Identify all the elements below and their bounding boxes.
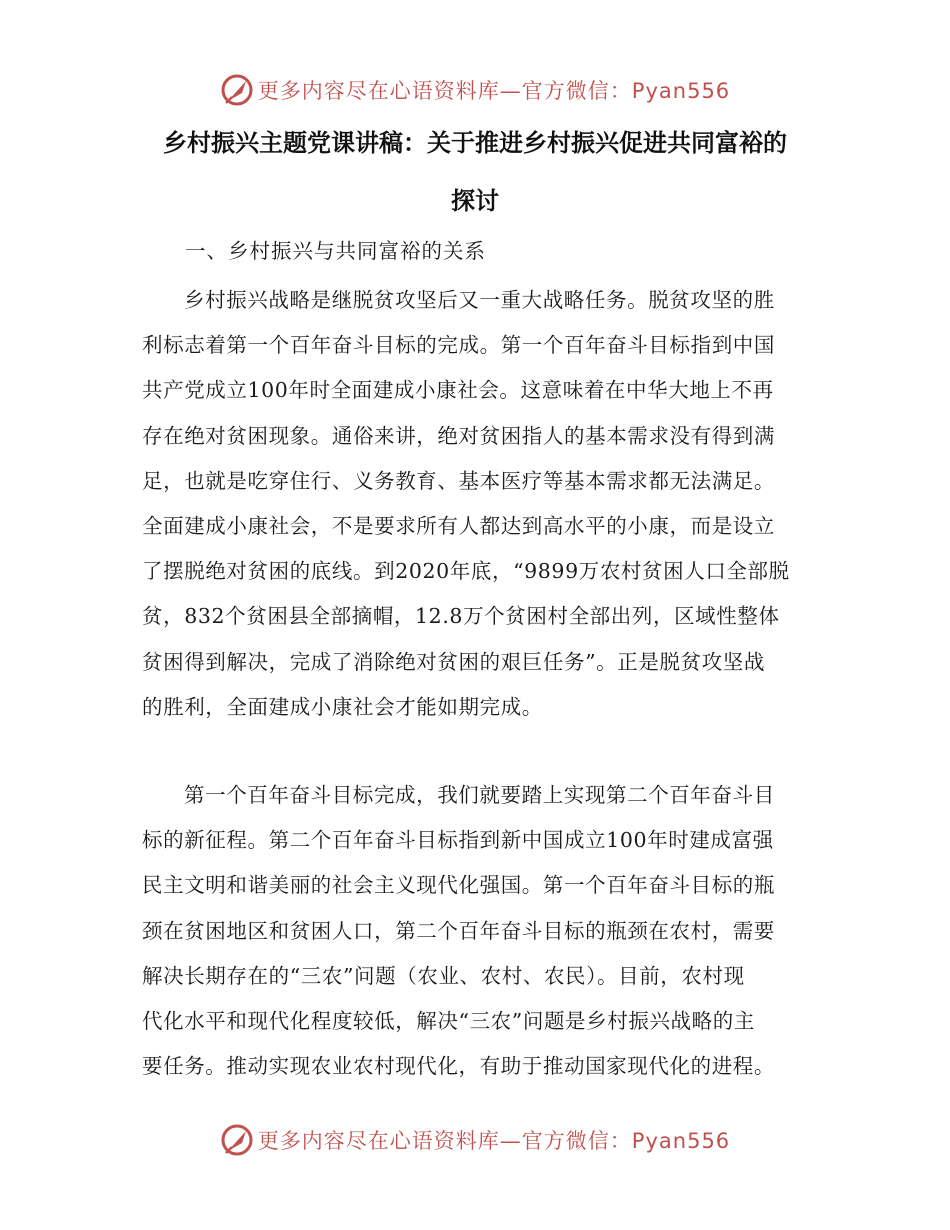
quill-logo-icon [220,73,254,107]
paragraph-line: 共产党成立100年时全面建成小康社会。这意味着在中华大地上不再 [142,378,774,403]
document-title-line-1: 乡村振兴主题党课讲稿：关于推进乡村振兴促进共同富裕的 [163,129,787,157]
quill-logo-icon [220,1123,254,1157]
paragraph-line: 贫困得到解决，完成了消除绝对贫困的艰巨任务”。正是脱贫攻坚战 [142,649,765,674]
footer-banner [0,1120,950,1160]
document-title-line-2: 探讨 [451,187,499,215]
paragraph-line: 标的新征程。第二个百年奋斗目标指到新中国成立100年时建成富强 [142,828,774,853]
paragraph-line: 乡村振兴战略是继脱贫攻坚后又一重大战略任务。脱贫攻坚的胜 [184,288,775,312]
paragraph-line: 足，也就是吃穿住行、义务教育、基本医疗等基本需求都无法满足。 [142,468,775,493]
paragraph-line: 要任务。推动实现农业农村现代化，有助于推动国家现代化的进程。 [142,1054,775,1079]
paragraph-line: 民主文明和谐美丽的社会主义现代化强国。第一个百年奋斗目标的瓶 [142,873,775,898]
paragraph-line: 存在绝对贫困现象。通俗来讲，绝对贫困指人的基本需求没有得到满 [142,423,775,448]
section-heading: 一、乡村振兴与共同富裕的关系 [185,239,486,263]
banner-text: 更多内容尽在心语资料库—官方微信：Pyan556 [257,1129,731,1153]
paragraph-line: 第一个百年奋斗目标完成，我们就要踏上实现第二个百年奋斗目 [184,783,775,807]
paragraph-line: 颈在贫困地区和贫困人口，第二个百年奋斗目标的瓶颈在农村，需要 [142,918,775,943]
banner-text: 更多内容尽在心语资料库—官方微信：Pyan556 [257,79,731,103]
paragraph-line: 贫，832个贫困县全部摘帽，12.8万个贫困村全部出列，区域性整体 [142,604,780,629]
paragraph-1 [142,278,810,730]
paragraph-2 [142,773,810,1089]
paragraph-line: 代化水平和现代化程度较低，解决“三农”问题是乡村振兴战略的主 [142,1009,755,1034]
header-banner [0,70,950,110]
paragraph-line: 了摆脱绝对贫困的底线。到2020年底，“9899万农村贫困人口全部脱 [142,559,790,584]
paragraph-line: 解决长期存在的“三农”问题（农业、农村、农民）。目前，农村现 [142,963,745,988]
paragraph-line: 利标志着第一个百年奋斗目标的完成。第一个百年奋斗目标指到中国 [142,333,775,358]
paragraph-line: 的胜利，全面建成小康社会才能如期完成。 [142,694,543,719]
paragraph-line: 全面建成小康社会，不是要求所有人都达到高水平的小康，而是设立 [142,514,775,539]
